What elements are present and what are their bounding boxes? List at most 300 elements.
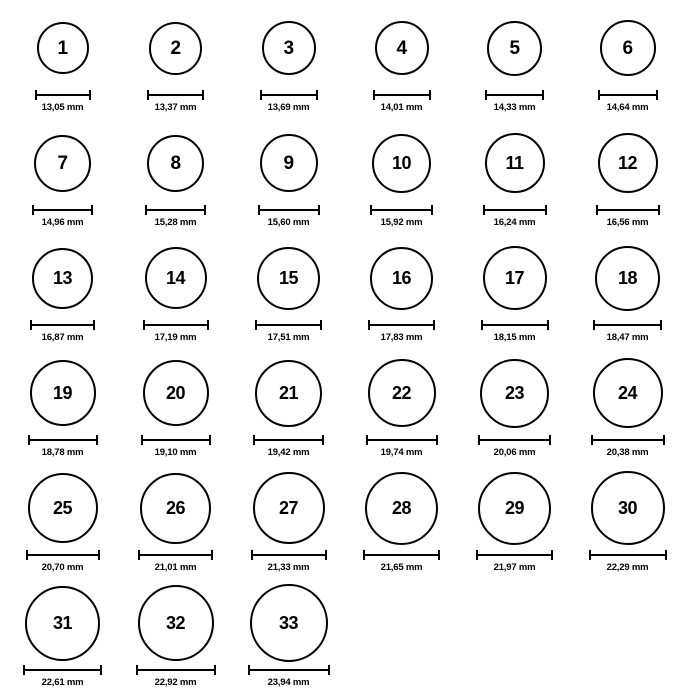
- ring-circle-wrap: [257, 238, 320, 318]
- ruler-tick-right: [433, 320, 435, 330]
- ruler-tick-left: [26, 550, 28, 560]
- ruler-bar: [598, 94, 658, 96]
- ring-size-number: 17: [504, 268, 525, 288]
- ruler-tick-right: [322, 435, 324, 445]
- ruler-bar: [255, 324, 322, 326]
- ruler-tick-left: [370, 205, 372, 215]
- diameter-label: 15,60 mm: [267, 217, 310, 228]
- ruler-tick-right: [207, 320, 209, 330]
- ruler-tick-right: [328, 665, 330, 675]
- diameter-ruler: [248, 665, 330, 674]
- ring-size-cell[interactable]: [571, 353, 684, 458]
- diameter-ruler: [147, 90, 204, 99]
- ring-size-cell[interactable]: [571, 468, 684, 573]
- ring-circle[interactable]: [600, 20, 656, 76]
- diameter-label: 18,15 mm: [493, 332, 536, 343]
- ruler-tick-right: [91, 205, 93, 215]
- ring-circle-wrap: [32, 238, 93, 318]
- ruler-bar: [32, 209, 93, 211]
- ruler-tick-left: [23, 665, 25, 675]
- ruler-bar: [30, 324, 95, 326]
- ring-circle[interactable]: [595, 246, 660, 311]
- ruler-bar: [248, 669, 330, 671]
- diameter-label: 13,37 mm: [154, 102, 197, 113]
- ruler-tick-right: [551, 550, 553, 560]
- diameter-ruler: [598, 90, 658, 99]
- ring-size-cell[interactable]: [458, 468, 571, 573]
- diameter-ruler: [593, 320, 662, 329]
- ring-size-cell[interactable]: [6, 8, 119, 113]
- ring-circle[interactable]: [253, 472, 325, 544]
- ruler-bar: [147, 94, 204, 96]
- ring-circle-wrap: [28, 468, 98, 548]
- diameter-ruler: [368, 320, 435, 329]
- ring-circle-wrap: [487, 8, 542, 88]
- ring-size-number: 18: [617, 268, 638, 288]
- ring-circle[interactable]: [368, 359, 436, 427]
- ring-circle-wrap: [250, 583, 328, 663]
- diameter-label: 16,24 mm: [493, 217, 536, 228]
- ring-circle-wrap: [365, 468, 438, 548]
- ring-circle-wrap: [598, 123, 658, 203]
- ruler-bar: [596, 209, 660, 211]
- ring-circle[interactable]: [255, 360, 322, 427]
- ruler-bar: [363, 554, 440, 556]
- ring-circle-wrap: [591, 468, 665, 548]
- diameter-label: 22,92 mm: [154, 677, 197, 688]
- diameter-label: 21,33 mm: [267, 562, 310, 573]
- ring-size-cell[interactable]: [6, 583, 119, 688]
- ruler-bar: [138, 554, 213, 556]
- ring-circle[interactable]: [147, 135, 204, 192]
- ring-size-cell[interactable]: [232, 583, 345, 688]
- ring-circle-wrap: [600, 8, 656, 88]
- ruler-tick-right: [209, 435, 211, 445]
- diameter-label: 23,94 mm: [267, 677, 310, 688]
- ring-size-number: 7: [57, 152, 68, 174]
- ring-size-cell[interactable]: [571, 123, 684, 228]
- ruler-tick-left: [253, 435, 255, 445]
- ruler-tick-left: [476, 550, 478, 560]
- ring-size-number: 32: [165, 613, 186, 633]
- diameter-label: 20,38 mm: [606, 447, 649, 458]
- ring-circle-wrap: [138, 583, 214, 663]
- ring-size-cell[interactable]: [458, 353, 571, 458]
- ruler-tick-left: [35, 90, 37, 100]
- ruler-bar: [143, 324, 209, 326]
- ring-size-cell[interactable]: [6, 353, 119, 458]
- ruler-tick-left: [255, 320, 257, 330]
- ring-circle-wrap: [372, 123, 431, 203]
- diameter-label: 14,64 mm: [606, 102, 649, 113]
- ruler-tick-right: [211, 550, 213, 560]
- ring-size-number: 23: [504, 383, 525, 403]
- ring-size-cell[interactable]: [119, 8, 232, 113]
- ring-circle-wrap: [595, 238, 660, 318]
- ring-circle[interactable]: [257, 247, 320, 310]
- ring-circle-wrap: [485, 123, 545, 203]
- ruler-bar: [253, 439, 324, 441]
- diameter-ruler: [253, 435, 324, 444]
- ring-size-number: 30: [617, 498, 638, 518]
- ring-size-row: [6, 8, 694, 123]
- diameter-ruler: [591, 435, 665, 444]
- ruler-tick-left: [481, 320, 483, 330]
- ruler-bar: [476, 554, 553, 556]
- ring-circle-wrap: [370, 238, 433, 318]
- ruler-tick-right: [660, 320, 662, 330]
- diameter-label: 13,69 mm: [267, 102, 310, 113]
- diameter-ruler: [485, 90, 544, 99]
- ruler-tick-left: [478, 435, 480, 445]
- diameter-label: 22,61 mm: [41, 677, 84, 688]
- ruler-tick-left: [147, 90, 149, 100]
- ruler-tick-left: [251, 550, 253, 560]
- diameter-label: 17,51 mm: [267, 332, 310, 343]
- ruler-bar: [141, 439, 211, 441]
- ruler-tick-left: [593, 320, 595, 330]
- diameter-label: 19,42 mm: [267, 447, 310, 458]
- ring-size-number: 16: [391, 268, 412, 288]
- ring-circle[interactable]: [593, 358, 663, 428]
- ring-size-number: 19: [52, 383, 73, 403]
- ring-size-cell[interactable]: [345, 238, 458, 343]
- ring-circle-wrap: [255, 353, 322, 433]
- diameter-ruler: [366, 435, 438, 444]
- ring-circle[interactable]: [30, 360, 96, 426]
- ring-size-number: 31: [52, 613, 73, 633]
- diameter-label: 13,05 mm: [41, 102, 84, 113]
- ring-circle-wrap: [260, 123, 318, 203]
- ring-size-cell[interactable]: [345, 123, 458, 228]
- ring-size-cell[interactable]: [232, 123, 345, 228]
- ruler-bar: [28, 439, 98, 441]
- ring-size-cell[interactable]: [232, 8, 345, 113]
- ring-size-number: 13: [52, 268, 73, 288]
- ring-size-row: [6, 123, 694, 238]
- ruler-tick-left: [30, 320, 32, 330]
- ring-size-cell[interactable]: [6, 238, 119, 343]
- diameter-ruler: [363, 550, 440, 559]
- diameter-ruler: [251, 550, 327, 559]
- ruler-tick-left: [591, 435, 593, 445]
- diameter-label: 19,74 mm: [380, 447, 423, 458]
- ring-circle-wrap: [140, 468, 211, 548]
- diameter-ruler: [370, 205, 433, 214]
- ruler-tick-left: [260, 90, 262, 100]
- ruler-tick-right: [320, 320, 322, 330]
- ring-circle-wrap: [25, 583, 100, 663]
- diameter-label: 18,78 mm: [41, 447, 84, 458]
- ring-circle[interactable]: [28, 473, 98, 543]
- ring-size-cell[interactable]: [6, 468, 119, 573]
- ring-size-number: 33: [278, 613, 299, 633]
- ring-size-number: 10: [391, 153, 412, 173]
- ring-circle[interactable]: [149, 22, 202, 75]
- ring-circle-wrap: [483, 238, 547, 318]
- ring-size-number: 14: [165, 268, 186, 288]
- diameter-label: 14,33 mm: [493, 102, 536, 113]
- ring-circle[interactable]: [372, 134, 431, 193]
- ring-circle-wrap: [253, 468, 325, 548]
- ruler-tick-left: [248, 665, 250, 675]
- ruler-tick-left: [598, 90, 600, 100]
- diameter-ruler: [255, 320, 322, 329]
- ring-size-cell[interactable]: [119, 583, 232, 688]
- diameter-label: 22,29 mm: [606, 562, 649, 573]
- ruler-tick-right: [100, 665, 102, 675]
- diameter-ruler: [23, 665, 102, 674]
- ring-size-number: 21: [278, 383, 299, 403]
- ring-size-number: 26: [165, 498, 186, 518]
- ring-size-cell[interactable]: [345, 353, 458, 458]
- ring-size-number: 22: [391, 383, 412, 403]
- ring-circle[interactable]: [483, 246, 547, 310]
- ruler-bar: [260, 94, 318, 96]
- ruler-tick-left: [258, 205, 260, 215]
- ring-circle[interactable]: [32, 248, 93, 309]
- ring-size-cell[interactable]: [119, 468, 232, 573]
- ring-circle-wrap: [375, 8, 429, 88]
- ring-size-number: 24: [617, 383, 638, 403]
- diameter-ruler: [478, 435, 551, 444]
- ring-size-cell[interactable]: [232, 468, 345, 573]
- ring-size-number: 11: [505, 153, 524, 173]
- ring-size-number: 4: [396, 37, 407, 59]
- ring-circle-wrap: [480, 353, 549, 433]
- ring-circle[interactable]: [487, 21, 542, 76]
- ring-size-cell[interactable]: [119, 353, 232, 458]
- ring-circle[interactable]: [260, 134, 318, 192]
- ring-size-cell[interactable]: [232, 353, 345, 458]
- ring-size-number: 29: [504, 498, 525, 518]
- diameter-label: 21,65 mm: [380, 562, 423, 573]
- diameter-ruler: [483, 205, 547, 214]
- ring-size-number: 5: [509, 37, 520, 59]
- ring-circle-wrap: [478, 468, 551, 548]
- ruler-tick-right: [202, 90, 204, 100]
- ring-size-row: [6, 238, 694, 353]
- ruler-tick-right: [89, 90, 91, 100]
- diameter-ruler: [373, 90, 431, 99]
- diameter-label: 15,92 mm: [380, 217, 423, 228]
- diameter-ruler: [260, 90, 318, 99]
- ring-circle[interactable]: [145, 247, 207, 309]
- ruler-tick-right: [436, 435, 438, 445]
- ruler-tick-right: [665, 550, 667, 560]
- ring-circle[interactable]: [598, 133, 658, 193]
- diameter-ruler: [596, 205, 660, 214]
- diameter-ruler: [143, 320, 209, 329]
- ring-size-cell[interactable]: [458, 123, 571, 228]
- diameter-label: 19,10 mm: [154, 447, 197, 458]
- ruler-tick-left: [368, 320, 370, 330]
- ring-circle[interactable]: [370, 247, 433, 310]
- ring-size-number: 8: [170, 152, 181, 174]
- ring-circle-wrap: [37, 8, 89, 88]
- ring-circle-wrap: [593, 353, 663, 433]
- ring-size-number: 27: [278, 498, 299, 518]
- ring-circle[interactable]: [34, 135, 91, 192]
- ruler-tick-right: [431, 205, 433, 215]
- ruler-tick-right: [656, 90, 658, 100]
- ruler-bar: [370, 209, 433, 211]
- diameter-ruler: [589, 550, 667, 559]
- diameter-label: 20,06 mm: [493, 447, 536, 458]
- ring-size-number: 1: [57, 37, 68, 59]
- ring-size-row: [6, 353, 694, 468]
- ruler-bar: [35, 94, 91, 96]
- ruler-tick-right: [547, 320, 549, 330]
- diameter-ruler: [476, 550, 553, 559]
- diameter-ruler: [136, 665, 216, 674]
- ring-size-row: [6, 468, 694, 583]
- ruler-tick-left: [138, 550, 140, 560]
- ring-size-cell[interactable]: [458, 8, 571, 113]
- ruler-tick-right: [325, 550, 327, 560]
- ruler-bar: [23, 669, 102, 671]
- ruler-tick-left: [141, 435, 143, 445]
- ruler-tick-right: [658, 205, 660, 215]
- ruler-bar: [26, 554, 100, 556]
- ruler-tick-left: [32, 205, 34, 215]
- diameter-ruler: [35, 90, 91, 99]
- ruler-tick-left: [596, 205, 598, 215]
- ruler-bar: [145, 209, 206, 211]
- ring-circle[interactable]: [262, 21, 316, 75]
- ring-circle[interactable]: [365, 472, 438, 545]
- ruler-bar: [373, 94, 431, 96]
- ruler-bar: [483, 209, 547, 211]
- diameter-label: 17,19 mm: [154, 332, 197, 343]
- diameter-ruler: [481, 320, 549, 329]
- diameter-label: 18,47 mm: [606, 332, 649, 343]
- ring-size-number: 15: [278, 268, 299, 288]
- ring-size-cell[interactable]: [345, 8, 458, 113]
- ring-circle[interactable]: [485, 133, 545, 193]
- ruler-tick-left: [363, 550, 365, 560]
- ring-size-number: 6: [622, 37, 633, 59]
- ruler-tick-right: [98, 550, 100, 560]
- ruler-tick-left: [483, 205, 485, 215]
- ring-circle[interactable]: [143, 360, 209, 426]
- ring-circle[interactable]: [591, 471, 665, 545]
- diameter-ruler: [258, 205, 320, 214]
- ring-size-number: 28: [391, 498, 412, 518]
- ring-size-number: 20: [165, 383, 186, 403]
- diameter-label: 21,01 mm: [154, 562, 197, 573]
- ruler-bar: [593, 324, 662, 326]
- ruler-tick-left: [485, 90, 487, 100]
- ruler-tick-left: [28, 435, 30, 445]
- ruler-bar: [485, 94, 544, 96]
- ruler-tick-right: [96, 435, 98, 445]
- ring-circle-wrap: [34, 123, 91, 203]
- diameter-ruler: [30, 320, 95, 329]
- ring-circle[interactable]: [250, 584, 328, 662]
- ruler-tick-left: [589, 550, 591, 560]
- diameter-label: 14,01 mm: [380, 102, 423, 113]
- ruler-bar: [591, 439, 665, 441]
- ruler-tick-right: [549, 435, 551, 445]
- ring-circle[interactable]: [478, 472, 551, 545]
- ring-size-number: 3: [283, 37, 294, 59]
- ruler-bar: [589, 554, 667, 556]
- ruler-tick-left: [373, 90, 375, 100]
- diameter-ruler: [32, 205, 93, 214]
- ring-size-cell[interactable]: [571, 238, 684, 343]
- ring-circle-wrap: [30, 353, 96, 433]
- ring-size-cell[interactable]: [232, 238, 345, 343]
- ring-size-row: [6, 583, 694, 698]
- ring-circle[interactable]: [25, 586, 100, 661]
- ring-circle-wrap: [143, 353, 209, 433]
- ring-circle-wrap: [368, 353, 436, 433]
- ring-circle-wrap: [262, 8, 316, 88]
- ring-size-number: 12: [617, 153, 638, 173]
- ring-circle-wrap: [147, 123, 204, 203]
- ring-circle[interactable]: [375, 21, 429, 75]
- diameter-ruler: [141, 435, 211, 444]
- ruler-bar: [368, 324, 435, 326]
- ruler-tick-right: [429, 90, 431, 100]
- ring-size-cell[interactable]: [345, 468, 458, 573]
- diameter-label: 16,56 mm: [606, 217, 649, 228]
- ring-size-cell[interactable]: [571, 8, 684, 113]
- ruler-tick-left: [366, 435, 368, 445]
- ruler-tick-right: [438, 550, 440, 560]
- ruler-bar: [258, 209, 320, 211]
- diameter-label: 17,83 mm: [380, 332, 423, 343]
- diameter-label: 16,87 mm: [41, 332, 84, 343]
- diameter-label: 14,96 mm: [41, 217, 84, 228]
- ruler-tick-left: [136, 665, 138, 675]
- ring-circle[interactable]: [138, 585, 214, 661]
- diameter-label: 15,28 mm: [154, 217, 197, 228]
- ruler-bar: [251, 554, 327, 556]
- ruler-bar: [481, 324, 549, 326]
- ring-size-number: 2: [170, 37, 181, 59]
- ring-size-cell[interactable]: [458, 238, 571, 343]
- ruler-tick-right: [93, 320, 95, 330]
- diameter-ruler: [145, 205, 206, 214]
- ring-circle-wrap: [145, 238, 207, 318]
- ruler-bar: [366, 439, 438, 441]
- ruler-tick-right: [542, 90, 544, 100]
- ruler-tick-left: [143, 320, 145, 330]
- diameter-ruler: [138, 550, 213, 559]
- ruler-tick-right: [214, 665, 216, 675]
- ring-size-cell[interactable]: [119, 123, 232, 228]
- diameter-ruler: [28, 435, 98, 444]
- ruler-tick-right: [316, 90, 318, 100]
- ruler-tick-right: [663, 435, 665, 445]
- ring-size-cell[interactable]: [6, 123, 119, 228]
- diameter-label: 20,70 mm: [41, 562, 84, 573]
- ruler-bar: [478, 439, 551, 441]
- diameter-ruler: [26, 550, 100, 559]
- ring-size-number: 25: [52, 498, 73, 518]
- ruler-tick-right: [204, 205, 206, 215]
- diameter-label: 21,97 mm: [493, 562, 536, 573]
- ruler-tick-right: [318, 205, 320, 215]
- ring-size-cell[interactable]: [119, 238, 232, 343]
- ring-circle[interactable]: [37, 22, 89, 74]
- ring-size-number: 9: [283, 152, 294, 174]
- ruler-tick-left: [145, 205, 147, 215]
- ring-circle[interactable]: [140, 473, 211, 544]
- ring-circle[interactable]: [480, 359, 549, 428]
